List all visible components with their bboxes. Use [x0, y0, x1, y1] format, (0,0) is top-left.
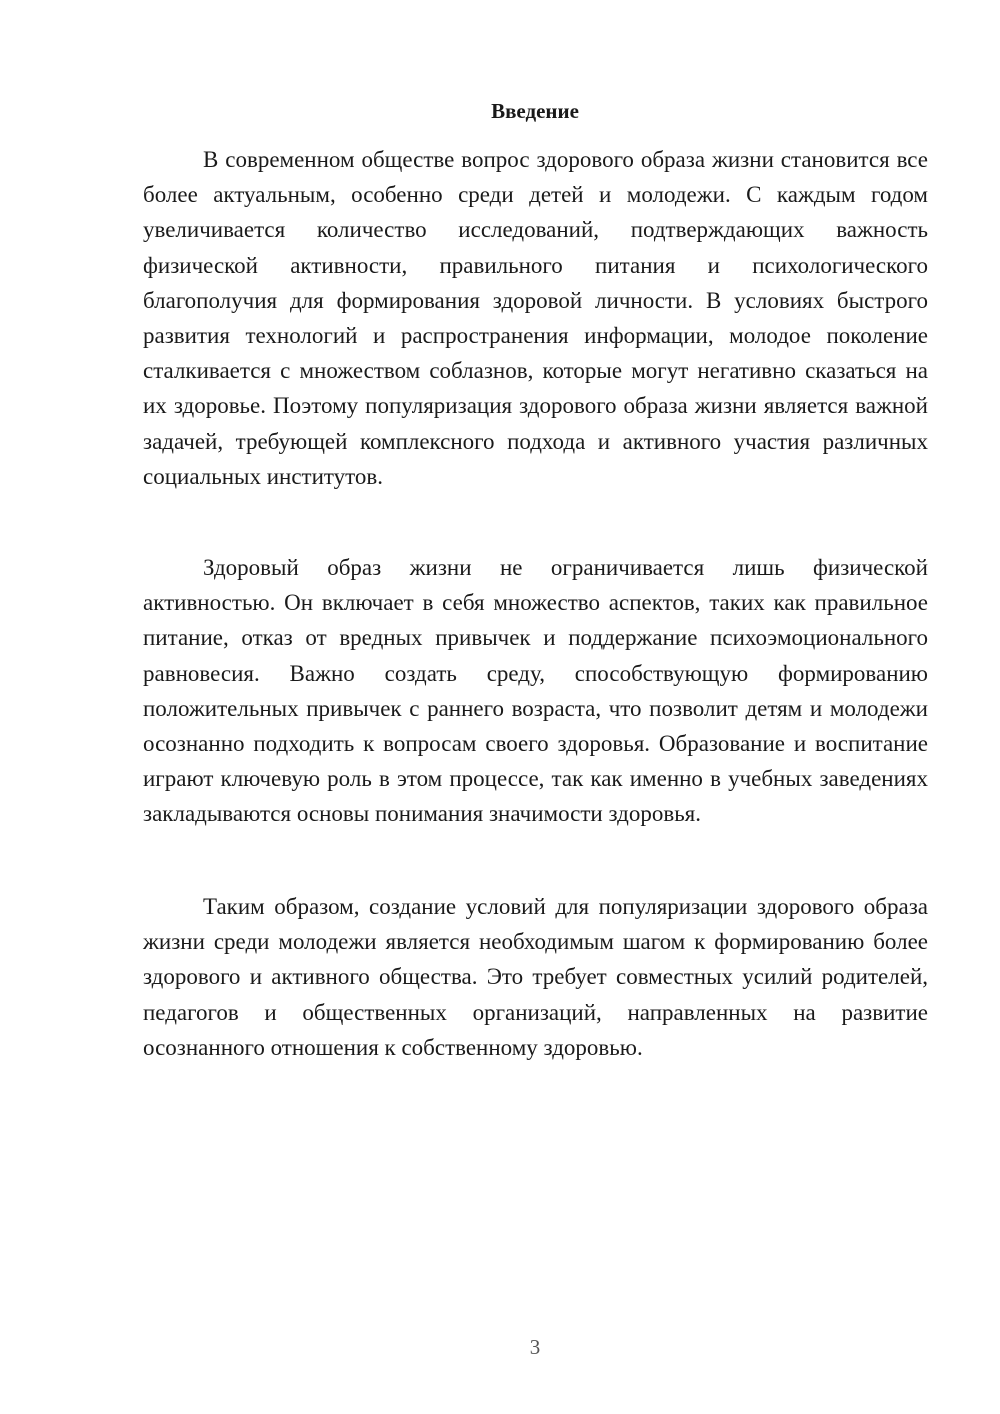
- paragraph-3: Таким образом, создание условий для популяризации здорового образа жизни среди молодежи является необходимым шагом к формированию более здорового и активного общества. Это требует совместных усилий родителей, педагогов и общественных организаций, направленных на развитие осознанного отношения к собственному здоровью.: [143, 894, 928, 1060]
- paragraph-1: В современном обществе вопрос здорового образа жизни становится все более актуальным, особенно среди детей и молодежи. С каждым годом увеличивается количество исследований, подтверждающих важность физической активности, правильного питания и психологического благополучия для формирования здоровой личности. В условиях быстрого развития технологий и распространения информации, молодое поколение сталкивается с множеством соблазнов, которые могут негативно сказаться на их здоровье. Поэтому популяризация здорового образа жизни является важной задачей, требующей комплексного подхода и активного участия различных социальных институтов.: [143, 147, 928, 489]
- page-number: 3: [529, 1335, 541, 1359]
- paragraph-2: Здоровый образ жизни не ограничивается лишь физической активностью. Он включает в себя множество аспектов, таких как правильное питание, отказ от вредных привычек и поддержание психоэмоционального равновесия. Важно создать среду, способствующую формированию положительных привычек с раннего возраста, что позволит детям и молодежи осознанно подходить к вопросам своего здоровья. Образование и воспитание играют ключевую роль в этом процессе, так как именно в учебных заведениях закладываются основы понимания значимости здоровья.: [143, 555, 928, 827]
- page-title: Введение: [491, 99, 579, 123]
